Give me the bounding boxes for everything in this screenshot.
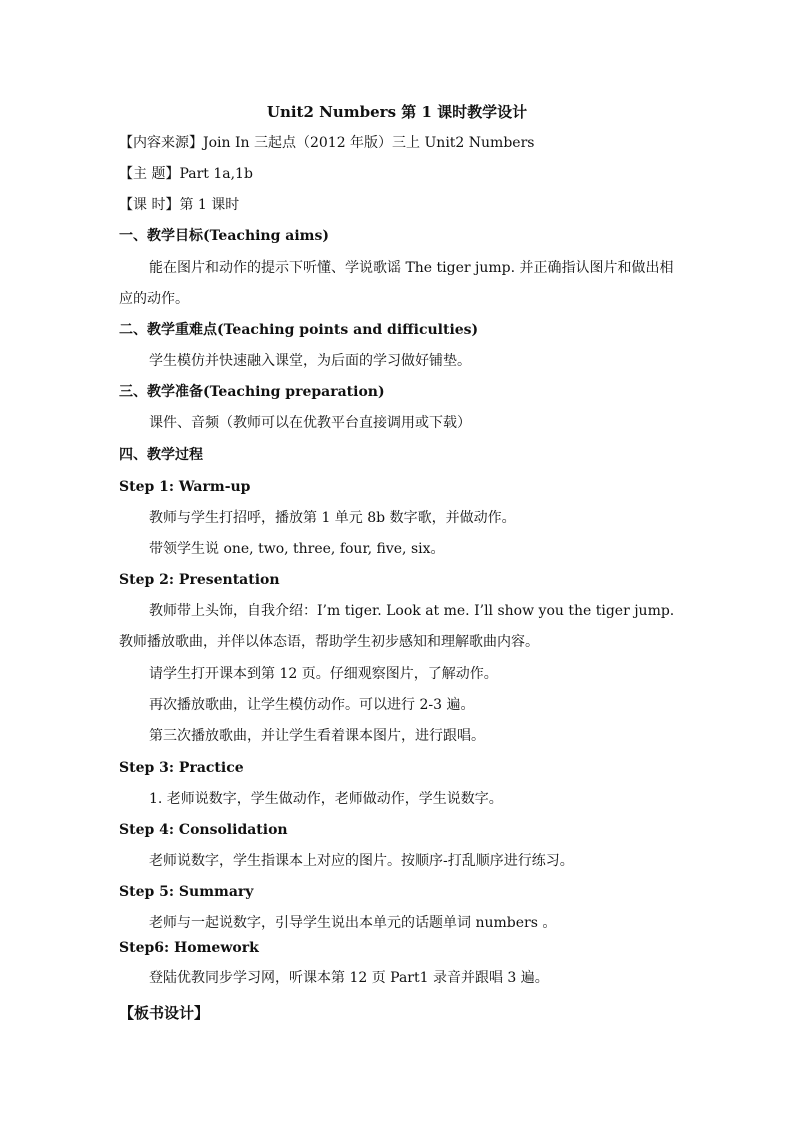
lesson-line: 【课 时】第 1 课时: [119, 197, 240, 213]
step6-line1: 登陆优教同步学习网，听课本第 12 页 Part1 录音并跟唱 3 遍。: [149, 970, 549, 986]
content-source: 【内容来源】Join In 三起点（2012 年版）三上 Unit2 Numbers: [119, 135, 535, 151]
step3-line1: 1. 老师说数字，学生做动作，老师做动作，学生说数字。: [149, 791, 503, 807]
step2-line3: 再次播放歌曲，让学生模仿动作。可以进行 2-3 遍。: [149, 697, 475, 713]
step5-heading: Step 5: Summary: [119, 884, 254, 900]
document-title: Unit2 Numbers 第 1 课时教学设计: [266, 103, 528, 121]
section-body-aims: 能在图片和动作的提示下听懂、学说歌谣 The tiger jump. 并正确指认图片和做出相应的动作。: [119, 260, 674, 307]
step4-heading: Step 4: Consolidation: [119, 822, 288, 838]
step6-heading: Step6: Homework: [119, 940, 259, 956]
step2-paragraph: 教师带上头饰，自我介绍：I’m tiger. Look at me. I’ll show you the tiger jump. 教师播放歌曲，并伴以体态语，帮助学生初步感知和理解歌曲内容。: [119, 603, 675, 650]
step1-line1: 教师与学生打招呼，播放第 1 单元 8b 数字歌，并做动作。: [149, 510, 516, 526]
board-design-heading: 【板书设计】: [119, 1004, 210, 1022]
section-heading-process: 四、教学过程: [119, 447, 203, 463]
step2-line4: 第三次播放歌曲，并让学生看着课本图片，进行跟唱。: [149, 728, 485, 744]
section-body-points: 学生模仿并快速融入课堂，为后面的学习做好铺垫。: [149, 353, 471, 369]
step1-line2: 带领学生说 one, two, three, four, five, six。: [149, 541, 445, 557]
section-heading-aims: 一、教学目标(Teaching aims): [119, 228, 329, 244]
section-heading-points: 二、教学重难点(Teaching points and difficulties): [119, 322, 479, 338]
section-heading-preparation: 三、教学准备(Teaching preparation): [119, 384, 385, 400]
step2-heading: Step 2: Presentation: [119, 572, 280, 588]
step5-line1: 老师与一起说数字，引导学生说出本单元的话题单词 numbers 。: [149, 915, 557, 931]
topic-line: 【主 题】Part 1a,1b: [119, 166, 253, 182]
step3-heading: Step 3: Practice: [119, 760, 244, 776]
step1-heading: Step 1: Warm-up: [119, 479, 251, 495]
step4-line1: 老师说数字，学生指课本上对应的图片。按顺序-打乱顺序进行练习。: [149, 853, 574, 869]
section-body-preparation: 课件、音频（教师可以在优教平台直接调用或下载）: [149, 415, 471, 431]
step2-line2: 请学生打开课本到第 12 页。仔细观察图片，了解动作。: [149, 666, 498, 682]
